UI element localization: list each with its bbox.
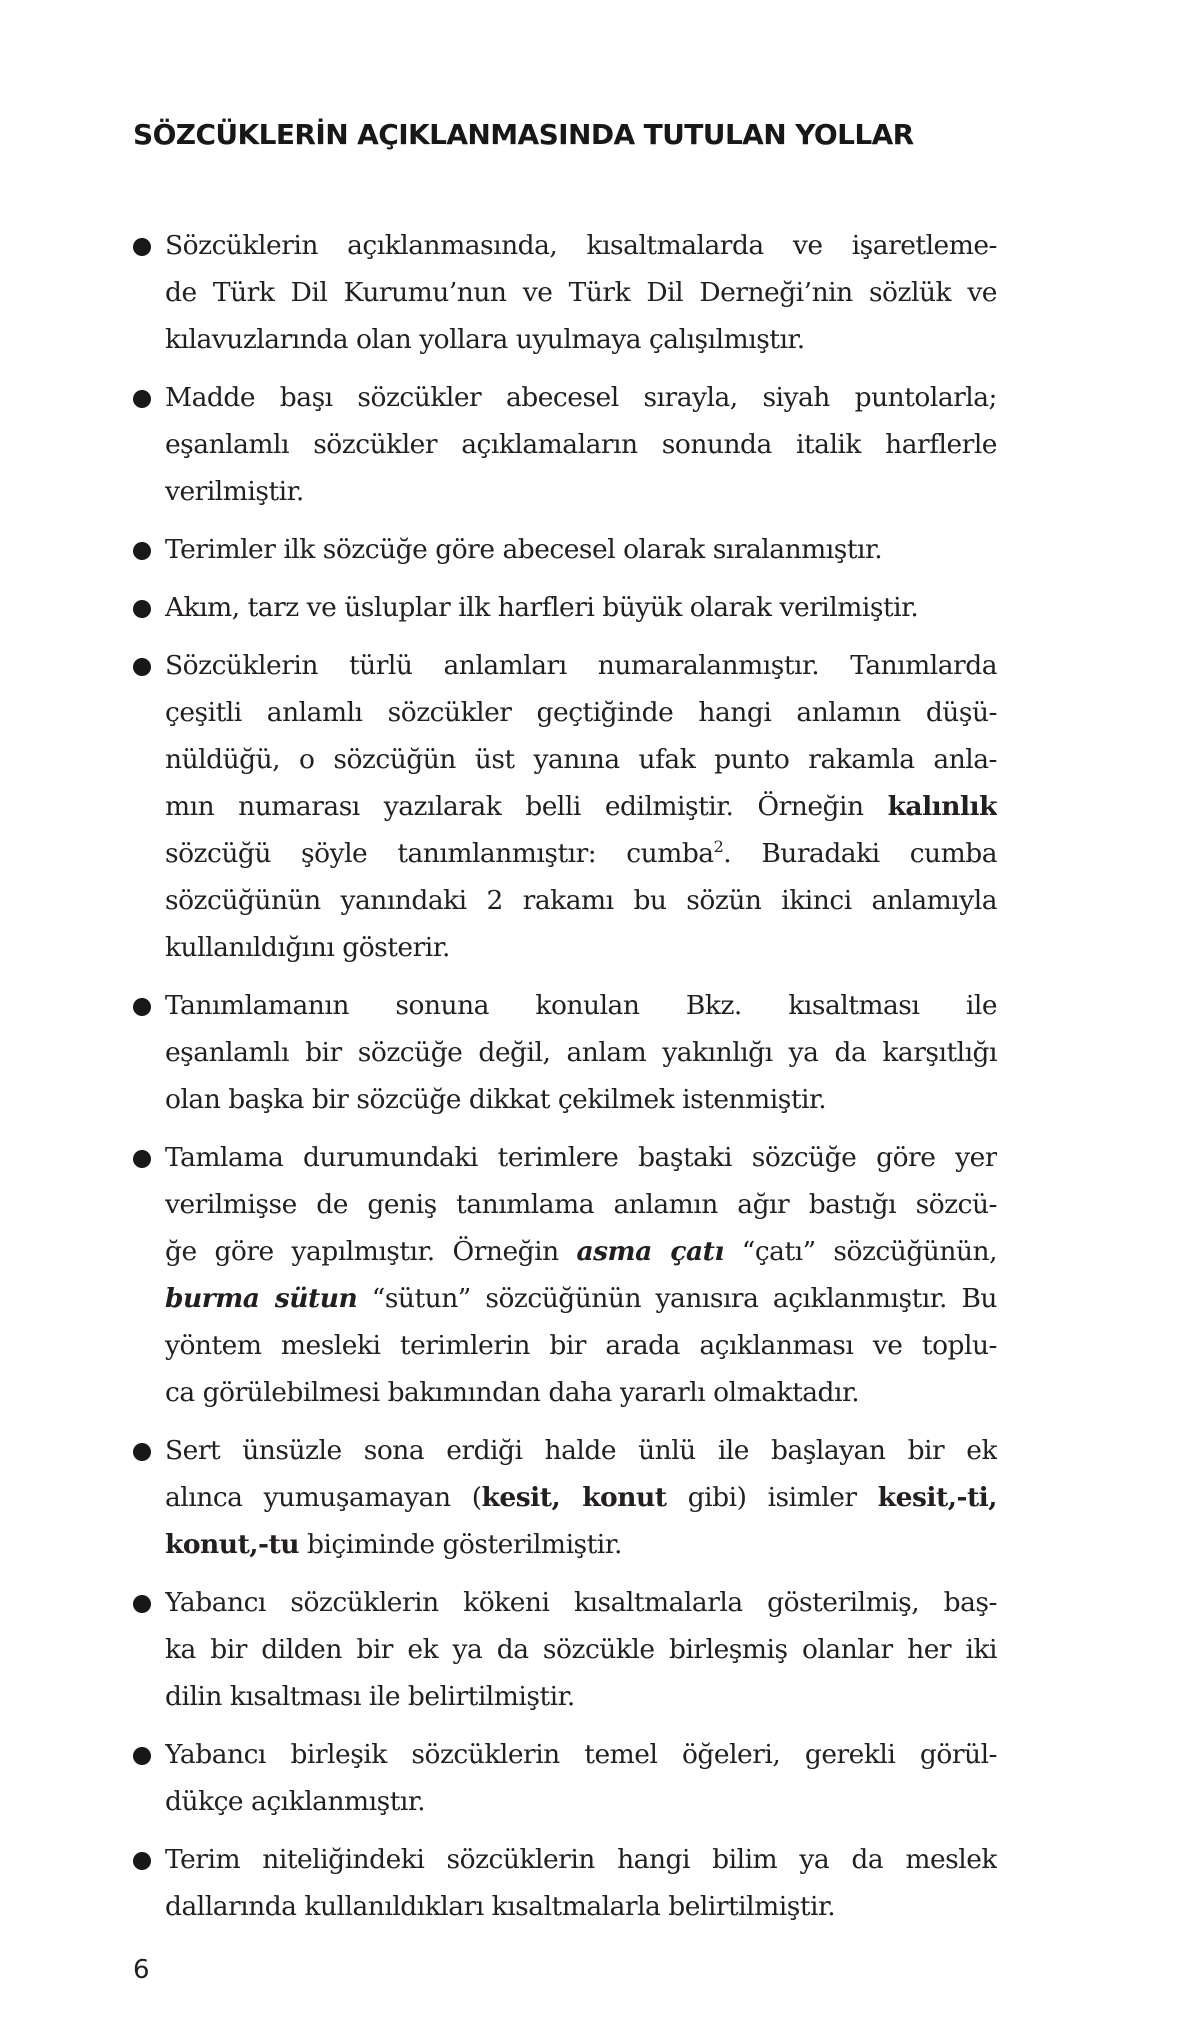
list-item	[133, 374, 997, 515]
text-line	[165, 1883, 997, 1930]
text-line	[165, 877, 997, 924]
emphasized-term: kalınlık	[887, 791, 997, 822]
page-heading: SÖZCÜKLERİN AÇIKLANMASINDA TUTULAN YOLLAR	[133, 118, 914, 151]
text-line	[165, 924, 997, 971]
bullet-icon	[133, 600, 151, 618]
bullet-icon	[133, 1150, 151, 1168]
bullet-icon	[133, 1595, 151, 1613]
bullet-icon	[133, 390, 151, 408]
rules-list	[133, 222, 997, 1941]
text-segment: kılavuzlarında olan yollara uyulmaya çalışılmıştır.	[165, 324, 805, 355]
text-segment: dükçe açıklanmıştır.	[165, 1786, 426, 1817]
text-line	[165, 526, 997, 573]
text-line	[165, 1228, 997, 1275]
text-segment: ca görülebilmesi bakımından daha yararlı olmaktadır.	[165, 1377, 860, 1408]
list-item	[133, 222, 997, 363]
text-line	[165, 1134, 997, 1181]
text-segment: “sütun” sözcüğünün yanısıra açıklanmıştır. Bu	[357, 1283, 997, 1314]
text-line	[165, 1322, 997, 1369]
list-item	[133, 982, 997, 1123]
text-line	[165, 584, 997, 631]
text-segment: verilmişse de geniş tanımlama anlamın ağır bastığı sözcü-	[165, 1189, 997, 1220]
text-segment: mın numarası yazılarak belli edilmiştir. Örneğin	[165, 791, 888, 822]
list-item	[133, 526, 997, 573]
text-line	[165, 421, 997, 468]
text-segment: ğe göre yapılmıştır. Örneğin	[165, 1236, 577, 1267]
text-segment: Sözcüklerin türlü anlamları numaralanmıştır. Tanımlarda	[165, 650, 997, 681]
text-line	[165, 1778, 997, 1825]
text-line	[165, 689, 997, 736]
bullet-icon	[133, 542, 151, 560]
list-item	[133, 584, 997, 631]
text-line	[165, 1076, 997, 1123]
text-segment: Sözcüklerin açıklanmasında, kısaltmalarda ve işaretleme-	[165, 230, 997, 261]
text-segment: Yabancı sözcüklerin kökeni kısaltmalarla gösterilmiş, baş-	[165, 1587, 997, 1618]
text-line	[165, 783, 997, 830]
bullet-icon	[133, 658, 151, 676]
text-line	[165, 1181, 997, 1228]
text-segment: Terim niteliğindeki sözcüklerin hangi bilim ya da meslek	[165, 1844, 997, 1875]
text-line	[165, 316, 997, 363]
text-segment: “çatı” sözcüğünün,	[723, 1236, 997, 1267]
text-line	[165, 1673, 997, 1720]
text-line	[165, 830, 997, 877]
list-item	[133, 1427, 997, 1568]
emphasized-term: asma çatı	[576, 1236, 724, 1267]
text-segment: çeşitli anlamlı sözcükler geçtiğinde hangi anlamın düşü-	[165, 697, 997, 728]
text-segment: Yabancı birleşik sözcüklerin temel öğeleri, gerekli görül-	[165, 1739, 997, 1770]
emphasized-term: kesit,-ti,	[877, 1482, 997, 1513]
text-segment: Madde başı sözcükler abecesel sırayla, siyah puntolarla;	[165, 382, 997, 413]
text-line	[165, 269, 997, 316]
text-segment: Tanımlamanın sonuna konulan Bkz. kısaltması ile	[165, 990, 997, 1021]
text-segment: Terimler ilk sözcüğe göre abecesel olarak sıralanmıştır.	[165, 534, 883, 565]
list-item	[133, 1134, 997, 1416]
list-item	[133, 1836, 997, 1930]
text-segment: eşanlamlı sözcükler açıklamaların sonunda italik harflerle	[165, 429, 997, 460]
text-line	[165, 1731, 997, 1778]
text-line	[165, 982, 997, 1029]
list-item	[133, 1579, 997, 1720]
text-line	[165, 1521, 997, 1568]
superscript-number: 2	[713, 837, 724, 856]
text-segment: Sert ünsüzle sona erdiği halde ünlü ile başlayan bir ek	[165, 1435, 997, 1466]
text-segment: ka bir dilden bir ek ya da sözcükle birleşmiş olanlar her iki	[165, 1634, 997, 1665]
emphasized-term: konut,-tu	[165, 1529, 300, 1560]
text-line	[165, 1626, 997, 1673]
text-line	[165, 1369, 997, 1416]
bullet-icon	[133, 238, 151, 256]
text-segment: . Buradaki cumba	[723, 838, 997, 869]
text-segment: kullanıldığını gösterir.	[165, 932, 450, 963]
list-item	[133, 1731, 997, 1825]
text-segment: dallarında kullanıldıkları kısaltmalarla belirtilmiştir.	[165, 1891, 836, 1922]
text-segment: Tamlama durumundaki terimlere baştaki sözcüğe göre yer	[165, 1142, 997, 1173]
text-line	[165, 1579, 997, 1626]
text-segment: sözcüğü şöyle tanımlanmıştır: cumba	[165, 838, 714, 869]
page-number: 6	[133, 1955, 150, 1985]
bullet-icon	[133, 1443, 151, 1461]
text-segment: dilin kısaltması ile belirtilmiştir.	[165, 1681, 575, 1712]
text-segment: sözcüğünün yanındaki 2 rakamı bu sözün ikinci anlamıyla	[165, 885, 997, 916]
text-line	[165, 1474, 997, 1521]
text-segment: eşanlamlı bir sözcüğe değil, anlam yakınlığı ya da karşıtlığı	[165, 1037, 997, 1068]
text-segment: nüldüğü, o sözcüğün üst yanına ufak punto rakamla anla-	[165, 744, 997, 775]
text-line	[165, 374, 997, 421]
text-segment: verilmiştir.	[165, 476, 304, 507]
text-segment: olan başka bir sözcüğe dikkat çekilmek istenmiştir.	[165, 1084, 827, 1115]
emphasized-term: burma sütun	[165, 1283, 358, 1314]
text-line	[165, 1029, 997, 1076]
text-segment: biçiminde gösterilmiştir.	[299, 1529, 622, 1560]
text-line	[165, 222, 997, 269]
text-line	[165, 642, 997, 689]
text-line	[165, 468, 997, 515]
list-item	[133, 642, 997, 971]
emphasized-term: kesit, konut	[481, 1482, 667, 1513]
text-line	[165, 1427, 997, 1474]
text-segment: Akım, tarz ve üsluplar ilk harfleri büyük olarak verilmiştir.	[165, 592, 919, 623]
text-line	[165, 1836, 997, 1883]
text-line	[165, 1275, 997, 1322]
bullet-icon	[133, 1747, 151, 1765]
text-line	[165, 736, 997, 783]
text-segment: yöntem mesleki terimlerin bir arada açıklanması ve toplu-	[165, 1330, 997, 1361]
text-segment: de Türk Dil Kurumu’nun ve Türk Dil Derneği’nin sözlük ve	[165, 277, 997, 308]
bullet-icon	[133, 998, 151, 1016]
text-segment: gibi) isimler	[666, 1482, 878, 1513]
text-segment: alınca yumuşamayan (	[165, 1482, 482, 1513]
bullet-icon	[133, 1852, 151, 1870]
